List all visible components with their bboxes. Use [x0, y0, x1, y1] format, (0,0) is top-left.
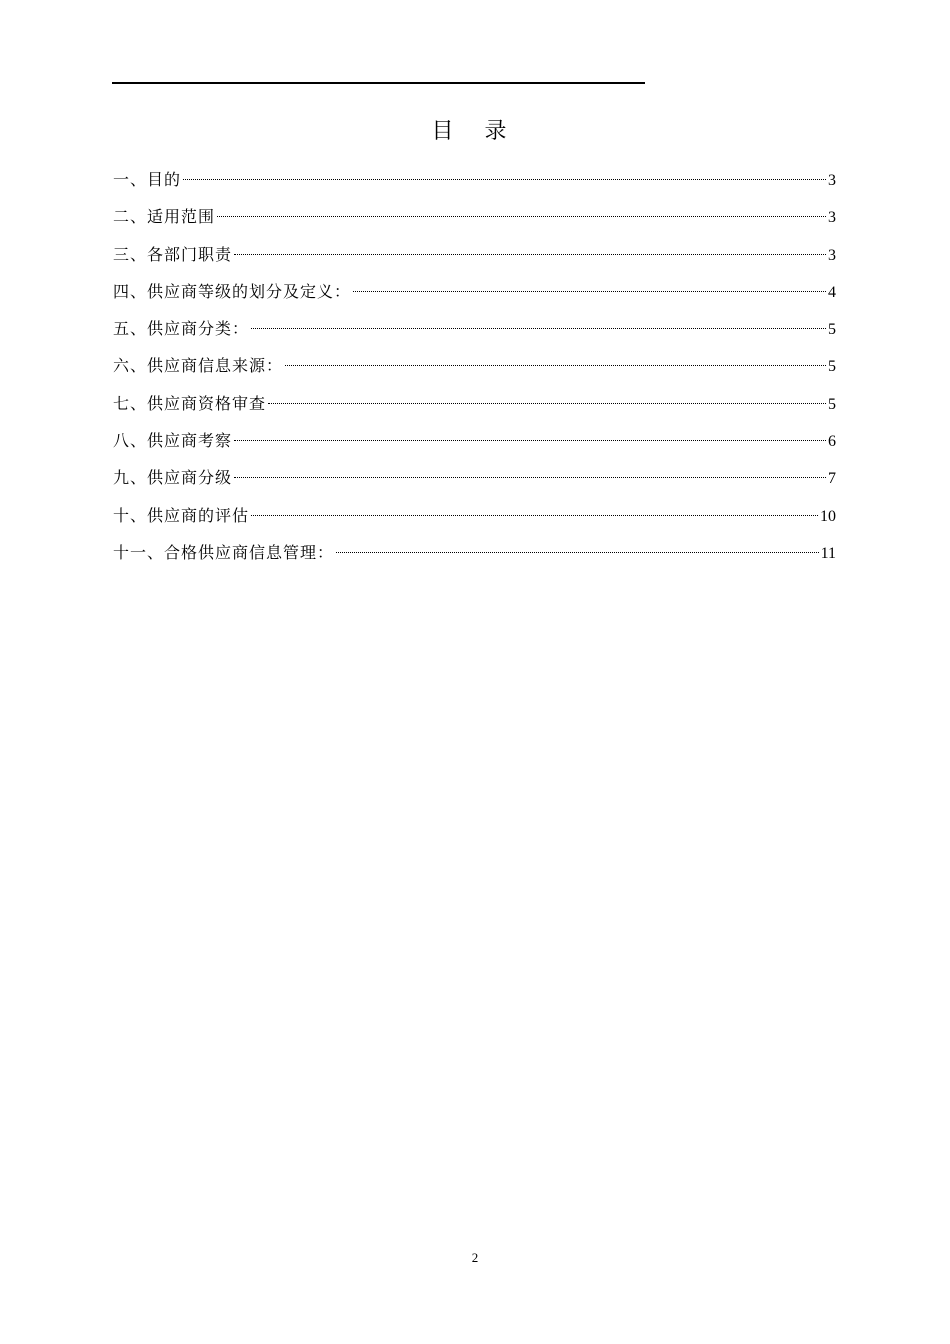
toc-entry-8[interactable] [113, 429, 836, 466]
toc-entry-page: 7 [828, 470, 836, 488]
toc-entry-6[interactable] [113, 354, 836, 391]
toc-entry-label: 八、供应商考察 [113, 431, 233, 451]
toc-title: 目 录 [431, 119, 519, 144]
toc-entry-11[interactable] [113, 541, 836, 578]
toc-dot-leader [251, 328, 826, 329]
toc-entry-1[interactable] [113, 168, 836, 205]
toc-dot-leader [268, 403, 826, 404]
toc-dot-leader [336, 552, 819, 553]
toc-entry-label: 六、供应商信息来源： [113, 356, 284, 376]
toc-entry-9[interactable] [113, 466, 836, 503]
page-number: 2 [471, 1250, 479, 1265]
toc-entry-page: 4 [828, 283, 836, 301]
toc-dot-leader [234, 440, 826, 441]
header-rule [112, 82, 645, 84]
toc-entry-10[interactable] [113, 504, 836, 541]
toc-entry-label: 五、供应商分类： [113, 319, 250, 339]
toc-entry-page: 11 [820, 544, 836, 562]
toc-dot-leader [234, 254, 826, 255]
toc-entry-page: 6 [828, 433, 836, 451]
toc-entry-label: 十、供应商的评估 [113, 505, 250, 525]
toc-dot-leader [183, 179, 826, 180]
toc-entry-label: 七、供应商资格审查 [113, 393, 267, 413]
toc-entry-5[interactable] [113, 317, 836, 354]
toc-entry-page: 10 [820, 507, 836, 525]
toc-entry-4[interactable] [113, 280, 836, 317]
toc-entry-2[interactable] [113, 205, 836, 242]
toc-entry-3[interactable] [113, 243, 836, 280]
toc-entry-label: 四、供应商等级的划分及定义： [113, 281, 352, 301]
toc-entry-7[interactable] [113, 392, 836, 429]
toc-entry-page: 3 [828, 246, 836, 264]
toc-dot-leader [217, 216, 826, 217]
toc-entry-page: 5 [828, 395, 836, 413]
toc-entry-page: 5 [828, 321, 836, 339]
toc-entry-page: 3 [828, 209, 836, 227]
toc-entry-label: 三、各部门职责 [113, 244, 233, 264]
toc-dot-leader [285, 365, 826, 366]
toc-entry-page: 3 [828, 172, 836, 189]
toc-dot-leader [353, 291, 826, 292]
toc-entry-label: 一、目的 [113, 170, 182, 189]
toc-entry-label: 十一、合格供应商信息管理： [113, 542, 335, 562]
toc-entry-page: 5 [828, 358, 836, 376]
toc-dot-leader [234, 477, 826, 478]
toc-list [113, 168, 836, 578]
toc-dot-leader [251, 515, 818, 516]
toc-entry-label: 二、适用范围 [113, 207, 216, 227]
toc-entry-label: 九、供应商分级 [113, 468, 233, 488]
